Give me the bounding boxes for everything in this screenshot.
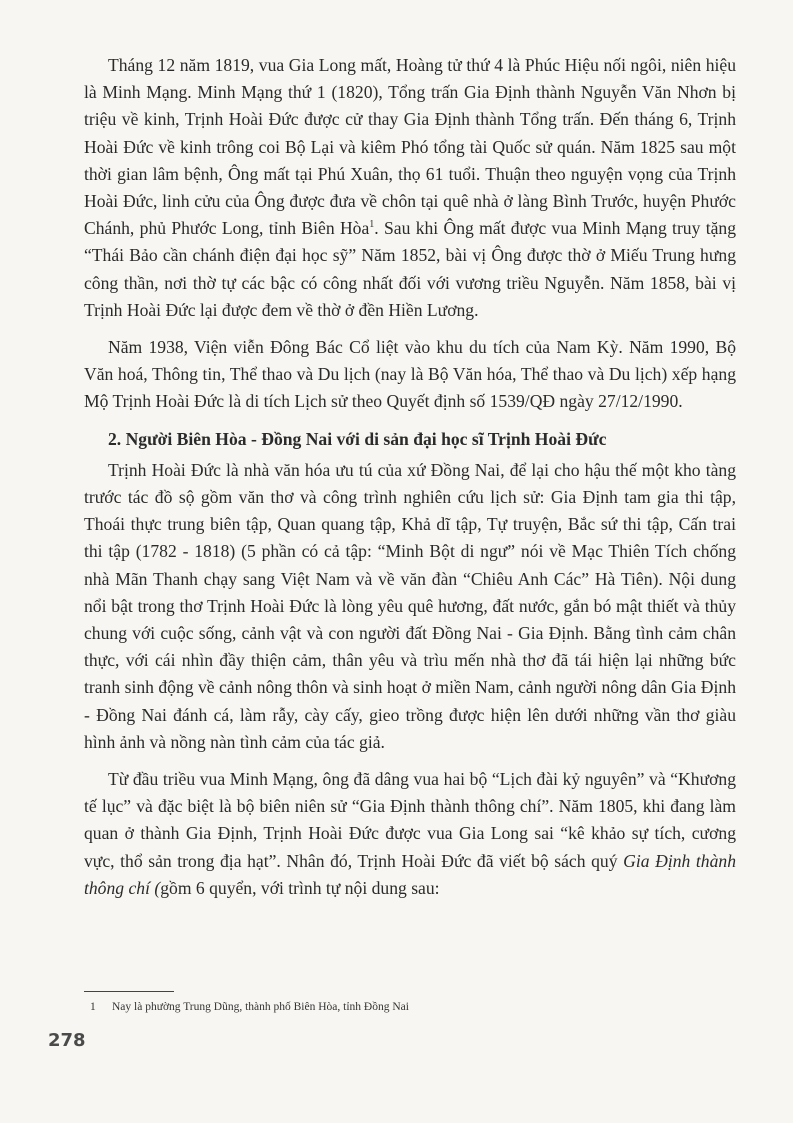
paragraph-3: Trịnh Hoài Đức là nhà văn hóa ưu tú của xứ Đồng Nai, để lại cho hậu thế một kho tàng trước tác đồ sộ gồm văn thơ và công trình nghiên cứu lịch sử: Gia Định tam gia thi tập, Thoái thực trung biên tập, Quan quang tập, Khả dĩ tập, Tự truyện, Bắc sứ thi tập, Cấn trai thi tập (1782 - 1818) (5 phần có cả tập: “Minh Bột di ngư” nói về Mạc Thiên Tích chống nhà Mãn Thanh chạy sang Việt Nam và về văn đàn “Chiêu Anh Các” Hà Tiên). Nội dung nổi bật trong thơ Trịnh Hoài Đức là lòng yêu quê hương, đất nước, gắn bó mật thiết và thủy chung với cuộc sống, cảnh vật và con người đất Đồng Nai - Gia Định. Bằng tình cảm chân thực, với cái nhìn đầy thiện cảm, thân yêu và trìu mến nhà thơ đã tái hiện lại những bức tranh sinh động về cảnh nông thôn và sinh hoạt ở miền Nam, cảnh người nông dân Gia Định - Đồng Nai đánh cá, làm rẫy, cày cấy, gieo trồng được hiện lên dưới những vần thơ giàu hình ảnh và nồng nàn tình cảm của tác giả. bbox=[84, 459, 736, 752]
paragraph-2: Năm 1938, Viện viễn Đông Bác Cổ liệt vào khu du tích của Nam Kỳ. Năm 1990, Bộ Văn hoá, Thông tin, Thể thao và Du lịch (nay là Bộ Văn hóa, Thể thao và Du lịch) xếp hạng Mộ Trịnh Hoài Đức là di tích Lịch sử theo Quyết định số 1539/QĐ ngày 27/12/1990. bbox=[84, 337, 736, 412]
footnote bbox=[90, 1000, 409, 1014]
paragraph-1-text: Tháng 12 năm 1819, vua Gia Long mất, Hoàng tử thứ 4 là Phúc Hiệu nối ngôi, niên hiệu là Minh Mạng. Minh Mạng thứ 1 (1820), Tổng trấn Gia Định thành Nguyễn Văn Nhơn bị triệu về kinh, Trịnh Hoài Đức được cử thay Gia Định thành Tổng trấn. Đến tháng 6, Trịnh Hoài Đức về kinh trông coi Bộ Lại và kiêm Phó tổng tài Quốc sử quán. Năm 1825 sau một thời gian lâm bệnh, Ông mất tại Phú Xuân, thọ 61 tuổi. Thuận theo nguyện vọng của Trịnh Hoài Đức, linh cửu của Ông được đưa về chôn tại quê nhà ở làng Bình Trước, huyện Phước Chánh, phủ Phước Long, tỉnh Biên Hòa bbox=[84, 55, 736, 239]
paragraph-4-text: Từ đầu triều vua Minh Mạng, ông đã dâng vua hai bộ “Lịch đài kỷ nguyên” và “Khương tế lục” và đặc biệt là bộ biên niên sử “Gia Định thành thông chí”. Năm 1805, khi đang làm quan ở thành Gia Định, Trịnh Hoài Đức được vua Gia Long sai “kê khảo sự tích, cương vực, thổ sản trong địa hạt”. Nhân đó, Trịnh Hoài Đức đã viết bộ sách quý bbox=[84, 769, 736, 871]
footnote-divider bbox=[84, 991, 174, 992]
page-number: 278 bbox=[48, 1030, 86, 1051]
footnote-reference[interactable]: 1 bbox=[369, 219, 375, 231]
footnote-text: Nay là phường Trung Dũng, thành phố Biên Hòa, tỉnh Đồng Nai bbox=[112, 1001, 409, 1013]
page-body bbox=[84, 52, 736, 912]
paragraph-1 bbox=[84, 52, 736, 324]
footnote-number: 1 bbox=[90, 1001, 96, 1013]
paragraph-4 bbox=[84, 766, 736, 902]
paragraph-1-tail: . Sau khi Ông mất được vua Minh Mạng truy tặng “Thái Bảo cần chánh điện đại học sỹ” Năm 1852, bài vị Ông được thờ ở Miếu Trung hưng công thần, nơi thờ tự các bậc có công nhất đối với vương triều Nguyễn. Năm 1858, bài vị Trịnh Hoài Đức lại được đem về thờ ở đền Hiền Lương. bbox=[84, 218, 737, 320]
book-title: Gia Định thành thông chí ( bbox=[84, 850, 736, 898]
paragraph-4-tail: gồm 6 quyển, với trình tự nội dung sau: bbox=[160, 877, 440, 898]
section-heading: 2. Người Biên Hòa - Đồng Nai với di sản đại học sĩ Trịnh Hoài Đức bbox=[108, 428, 607, 449]
